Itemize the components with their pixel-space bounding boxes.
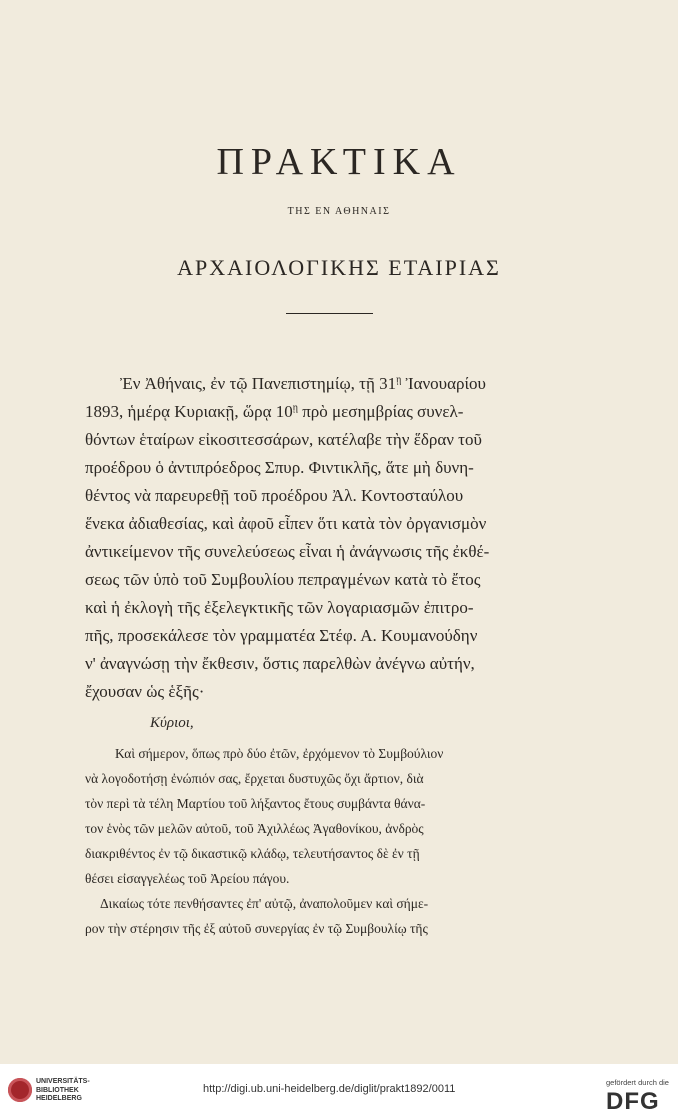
source-url-link[interactable]: http://digi.ub.uni-heidelberg.de/diglit/prakt1892/0011 (203, 1083, 456, 1095)
salutation: Κύριοι, (150, 715, 194, 731)
title-divider (286, 313, 373, 314)
text-line: πῆς, προσεκάλεσε τὸν γραμματέα Στέφ. Α. Κουμανούδην (85, 626, 478, 645)
report-line: Δικαίως τότε πενθήσαντες ἐπ' αὐτῷ, ἀναπολοῦμεν καὶ σήμε- (100, 896, 429, 911)
ordinal-superscript: ῃ (396, 374, 402, 386)
library-name (36, 1078, 90, 1104)
report-line: θέσει εἰσαγγελέως τοῦ Ἀρείου πάγου. (85, 871, 290, 886)
text-line: θόντων ἑταίρων εἰκοσιτεσσάρων, κατέλαβε τὴν ἕδραν τοῦ (85, 430, 482, 449)
library-name-line: BIBLIOTHEK (36, 1086, 79, 1094)
ordinal-superscript: ῃ (292, 402, 298, 414)
report-line: τὸν περὶ τὰ τέλη Μαρτίου τοῦ λήξαντος ἔτους συμβάντα θάνα- (85, 796, 426, 811)
text-line: ἔχουσαν ὡς ἑξῆς· (85, 682, 205, 701)
text-line: προέδρου ὁ ἀντιπρόεδρος Σπυρ. Φιντικλῆς, ἅτε μὴ δυνη- (85, 458, 474, 477)
text-line: ἕνεκα ἀδιαθεσίας, καὶ ἀφοῦ εἶπεν ὅτι κατὰ τὸν ὀργανισμὸν (85, 514, 487, 533)
report-line: ρον τὴν στέρησιν τῆς ἐξ αὐτοῦ συνεργίας ἐν τῷ Συμβουλίῳ τῆς (85, 921, 428, 936)
text-line: 1893, ἡμέρᾳ Κυριακῇ, ὥρᾳ $10^ῃ$ πρὸ μεσημβρίας συνελ- (85, 402, 464, 421)
text-line: θέντος νὰ παρευρεθῇ τοῦ προέδρου Ἀλ. Κοντοσταύλου (85, 486, 464, 505)
dfg-logo: DFG (606, 1088, 660, 1115)
text-line: σεως τῶν ὑπὸ τοῦ Συμβουλίου πεπραγμένων κατὰ τὸ ἔτος (85, 570, 481, 589)
report-line: διακριθέντος ἐν τῷ δικαστικῷ κλάδῳ, τελευτήσαντος δὲ ἐν τῇ (85, 846, 420, 861)
text-line: ν' ἀναγνώσῃ τὴν ἔκθεσιν, ὅστις παρελθὼν ἀνέγνω αὐτήν, (85, 654, 475, 673)
page-title: ΠΡΑΚΤΙΚΑ (216, 141, 462, 183)
university-seal-icon (8, 1078, 32, 1102)
text-line: Ἐν Ἀθήναις, ἐν τῷ Πανεπιστημίῳ, τῇ $31^ῃ$ Ἰανουαρίου (120, 374, 486, 393)
report-line: νὰ λογοδοτήσῃ ἐνώπιόν σας, ἔρχεται δυστυχῶς ὄχι ἄρτιον, διὰ (85, 771, 424, 786)
report-line: Καὶ σήμερον, ὅπως πρὸ δύο ἐτῶν, ἐρχόμενον τὸ Συμβούλιον (115, 746, 444, 761)
library-name-line: UNIVERSITÄTS- (36, 1078, 90, 1085)
subtitle-large: ΑΡΧΑΙΟΛΟΓΙΚΗΣ ΕΤΑΙΡΙΑΣ (177, 255, 501, 280)
viewer-footer (0, 1064, 678, 1119)
funding-label: gefördert durch die (606, 1078, 669, 1087)
subtitle-small: ΤΗΣ ΕΝ ΑΘΗΝΑΙΣ (287, 206, 391, 217)
report-line: τον ἑνὸς τῶν μελῶν αὐτοῦ, τοῦ Ἀχιλλέως Ἀγαθονίκου, ἀνδρὸς (85, 821, 424, 836)
text-line: καὶ ἡ ἐκλογὴ τῆς ἐξελεγκτικῆς τῶν λογαριασμῶν ἐπιτρο- (85, 598, 474, 617)
text-line: ἀντικείμενον τῆς συνελεύσεως εἶναι ἡ ἀνάγνωσις τῆς ἐκθέ- (85, 542, 490, 561)
library-name-line: HEIDELBERG (36, 1095, 82, 1102)
